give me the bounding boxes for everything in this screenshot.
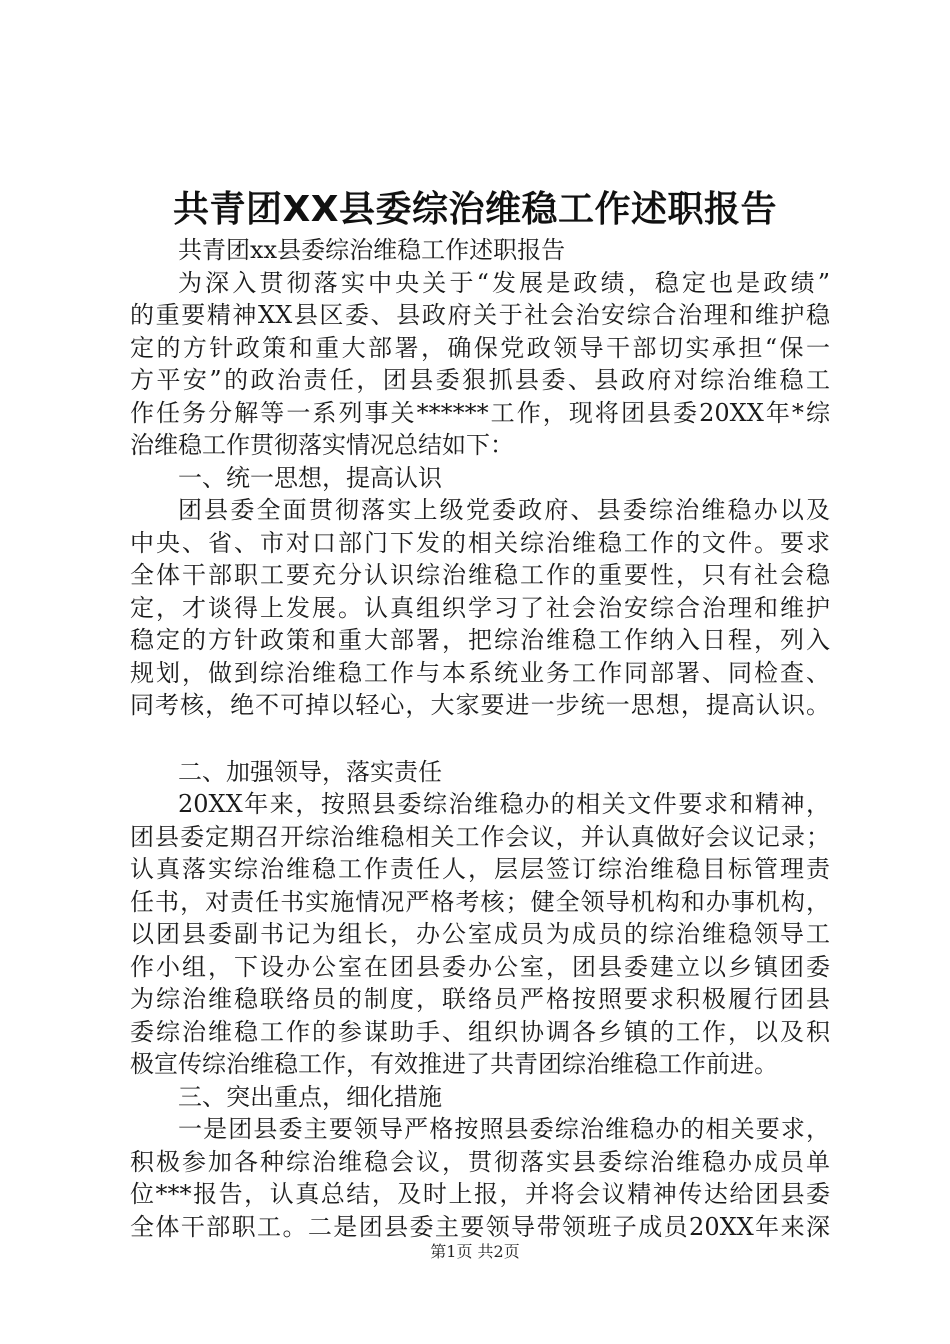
paragraph-line: 全体干部职工要充分认识综治维稳工作的重要性，只有社会稳 [130, 561, 830, 589]
paragraph-line: 规划，做到综治维稳工作与本系统业务工作同部署、同检查、 [130, 658, 830, 687]
paragraph-line: 团县委定期召开综治维稳相关工作会议，并认真做好会议记录； [130, 822, 830, 851]
paragraph-line: 极宣传综治维稳工作，有效推进了共青团综治维稳工作前进。 [130, 1050, 778, 1078]
paragraph-line: 为深入贯彻落实中央关于“发展是政绩，稳定也是政绩” [178, 268, 830, 297]
section-heading: 三、突出重点，细化措施 [178, 1082, 442, 1111]
section-heading: 一、统一思想，提高认识 [178, 463, 442, 492]
section-heading: 二、加强领导，落实责任 [178, 757, 442, 786]
paragraph-gap [130, 722, 830, 756]
paragraph-line: 为综治维稳联络员的制度，联络员严格按照要求积极履行团县 [130, 985, 830, 1013]
paragraph-line: 积极参加各种综治维稳会议，贯彻落实县委综治维稳办成员单 [130, 1147, 830, 1176]
paragraph-line: 作小组，下设办公室在团县委办公室，团县委建立以乡镇团委 [130, 952, 830, 981]
paragraph-line: 委综治维稳工作的参谋助手、组织协调各乡镇的工作，以及积 [130, 1017, 830, 1046]
paragraph-line: 位***报告，认真总结，及时上报，并将会议精神传达给团县委 [130, 1180, 830, 1208]
paragraph-line: 稳定的方针政策和重大部署，把综治维稳工作纳入日程，列入 [130, 626, 830, 654]
paragraph-line: 认真落实综治维稳工作责任人，层层签订综治维稳目标管理责 [130, 855, 830, 883]
paragraph-line: 全体干部职工。二是团县委主要领导带领班子成员20XX年来深 [130, 1212, 830, 1241]
paragraph-line: 团县委全面贯彻落实上级党委政府、县委综治维稳办以及 [178, 496, 830, 524]
paragraph-line: 作任务分解等一系列事关******工作，现将团县委20XX年*综 [130, 398, 830, 427]
paragraph-line: 任书，对责任书实施情况严格考核；健全领导机构和办事机构， [130, 887, 830, 916]
paragraph-line: 定，才谈得上发展。认真组织学习了社会治安综合治理和维护 [130, 593, 830, 622]
paragraph-line: 中央、省、市对口部门下发的相关综治维稳工作的文件。要求 [130, 528, 830, 557]
paragraph-line: 的重要精神XX县区委、县政府关于社会治安综合治理和维护稳 [130, 301, 830, 329]
paragraph-line: 20XX年来，按照县委综治维稳办的相关文件要求和精神， [178, 790, 830, 818]
page-number: 第1页 共2页 [430, 1242, 520, 1261]
document-title: 共青团XX县委综治维稳工作述职报告 [172, 189, 777, 230]
paragraph-line: 方平安”的政治责任，团县委狠抓县委、县政府对综治维稳工 [130, 366, 830, 394]
paragraph-line: 定的方针政策和重大部署，确保党政领导干部切实承担“保一 [130, 333, 830, 362]
paragraph-line: 同考核，绝不可掉以轻心，大家要进一步统一思想，提高认识。 [130, 691, 830, 719]
paragraph-line: 一是团县委主要领导严格按照县委综治维稳办的相关要求， [178, 1115, 830, 1143]
subtitle-line: 共青团xx县委综治维稳工作述职报告 [178, 236, 566, 264]
document-body [130, 234, 830, 1243]
paragraph-line: 以团县委副书记为组长，办公室成员为成员的综治维稳领导工 [130, 920, 830, 948]
paragraph-line: 治维稳工作贯彻落实情况总结如下： [130, 431, 514, 459]
